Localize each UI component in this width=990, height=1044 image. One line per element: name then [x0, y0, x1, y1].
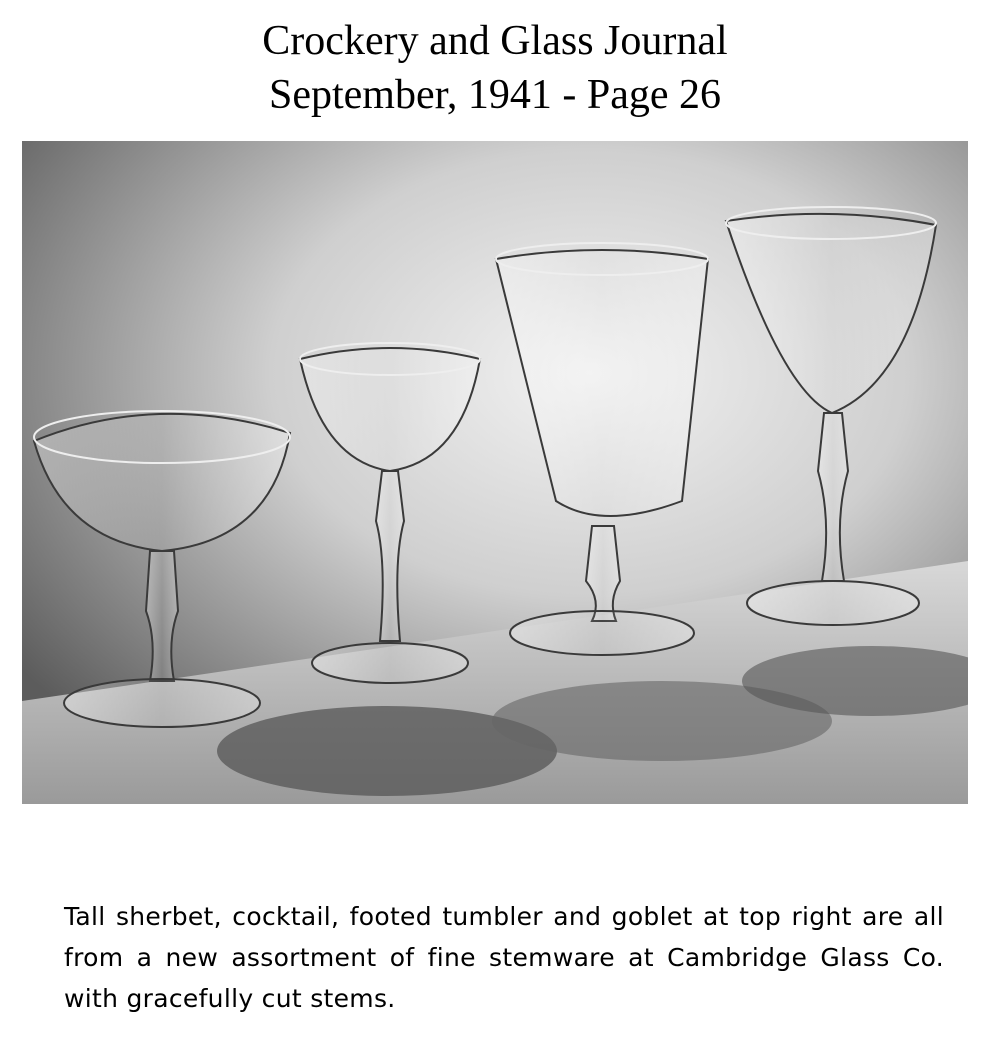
stemware-photo-icon [22, 141, 968, 804]
stemware-photo [22, 141, 968, 804]
photo-caption: Tall sherbet, cocktail, footed tumbler and goblet at top right are all from a new assortment of fine stemware at Cambridge Glass Co. with gracefully cut stems. [64, 902, 944, 1013]
page-title: Crockery and Glass Journal [262, 18, 728, 64]
page-subtitle: September, 1941 - Page 26 [268, 72, 722, 118]
page-header [0, 14, 990, 122]
